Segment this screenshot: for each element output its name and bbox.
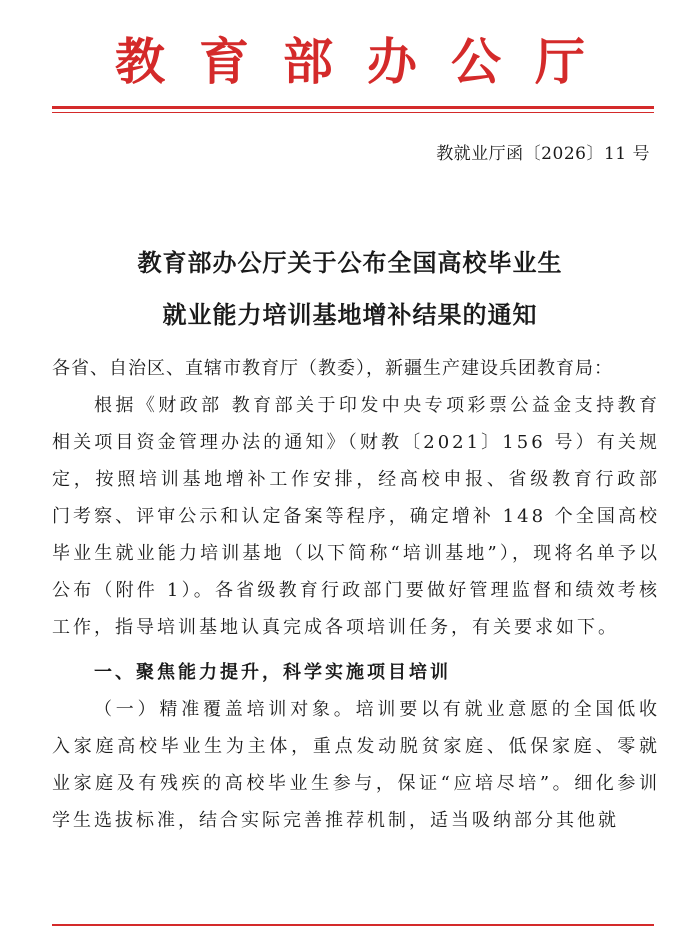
body-paragraph: （一）精准覆盖培训对象。培训要以有就业意愿的全国低收入家庭高校毕业生为主体，重点发动脱贫家庭、低保家庭、零就业家庭及有残疾的高校毕业生参与，保证“应培尽培”。细化参训学生选拔标准，结合实际完善推荐机制，适当吸纳部分其他就: [52, 699, 660, 831]
document-title-line: 就业能力培训基地增补结果的通知: [162, 300, 538, 329]
body-paragraph: 根据《财政部 教育部关于印发中央专项彩票公益金支持教育相关项目资金管理办法的通知》（财教〔2021〕156 号）有关规定，按照培训基地增补工作安排，经高校申报、省级教育行政部门考察、评审公示和认定备案等程序，确定增补 148 个全国高校毕业生就业能力培训基地（以下简称“培训基地”），现将名单予以公布（附件 1）。各省级教育行政部门要做好管理监督和绩效考核工作，指导培训基地认真完成各项培训任务，有关要求如下。: [52, 395, 660, 638]
document-title-line: 教育部办公厅关于公布全国高校毕业生: [137, 248, 563, 277]
document-number: 教就业厅函〔2026〕11 号: [436, 144, 650, 164]
document-title: [0, 237, 700, 341]
addressee-line: 各省、自治区、直辖市教育厅（教委），新疆生产建设兵团教育局：: [52, 358, 613, 379]
footer-divider-line: [52, 924, 654, 926]
header-divider-line-thin: [52, 112, 654, 113]
section-heading: 一、聚焦能力提升，科学实施项目培训: [94, 662, 451, 683]
issuing-office-header: 教育部办公厅: [115, 32, 619, 91]
document-body: [52, 350, 660, 839]
header-divider-line: [52, 106, 654, 109]
